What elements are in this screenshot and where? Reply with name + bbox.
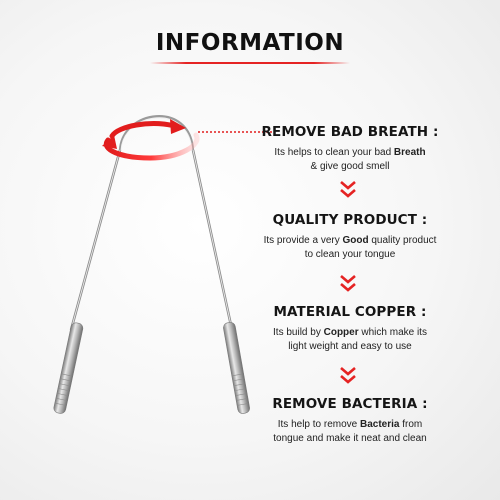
desc-text: Its build by (273, 327, 324, 338)
section-heading: MATERIAL COPPER : (273, 304, 427, 320)
section-description (250, 418, 450, 446)
info-section-material-copper (250, 304, 450, 354)
double-chevron-down-icon (337, 272, 359, 296)
double-chevron-down-icon (337, 178, 359, 202)
desc-text: tongue and make it neat and clean (273, 433, 427, 444)
desc-text: which make its (358, 327, 427, 338)
desc-bold-text: Bacteria (360, 419, 400, 430)
double-chevron-down-icon (337, 364, 359, 388)
page-title: INFORMATION (155, 30, 345, 56)
desc-bold-text: Breath (393, 147, 426, 158)
section-description (250, 326, 450, 354)
section-heading: REMOVE BACTERIA : (272, 396, 428, 412)
section-heading: QUALITY PRODUCT : (272, 212, 428, 228)
info-section-remove-bad-breath (250, 124, 450, 174)
desc-text: Its helps to clean your bad (274, 147, 394, 158)
desc-bold-text: Good (342, 235, 369, 246)
section-heading: REMOVE BAD BREATH : (261, 124, 439, 140)
desc-text: light weight and easy to use (288, 341, 412, 352)
desc-bold-text: Copper (323, 327, 359, 338)
info-section-remove-bacteria (250, 396, 450, 446)
desc-text: Its provide a very (263, 235, 343, 246)
desc-text: from (399, 419, 423, 430)
desc-text: quality product (368, 235, 437, 246)
desc-text: to clean your tongue (304, 249, 396, 260)
section-description (250, 146, 450, 174)
desc-text: & give good smell (310, 161, 390, 172)
info-section-quality-product (250, 212, 450, 262)
desc-text: Its help to remove (277, 419, 360, 430)
section-description (250, 234, 450, 262)
